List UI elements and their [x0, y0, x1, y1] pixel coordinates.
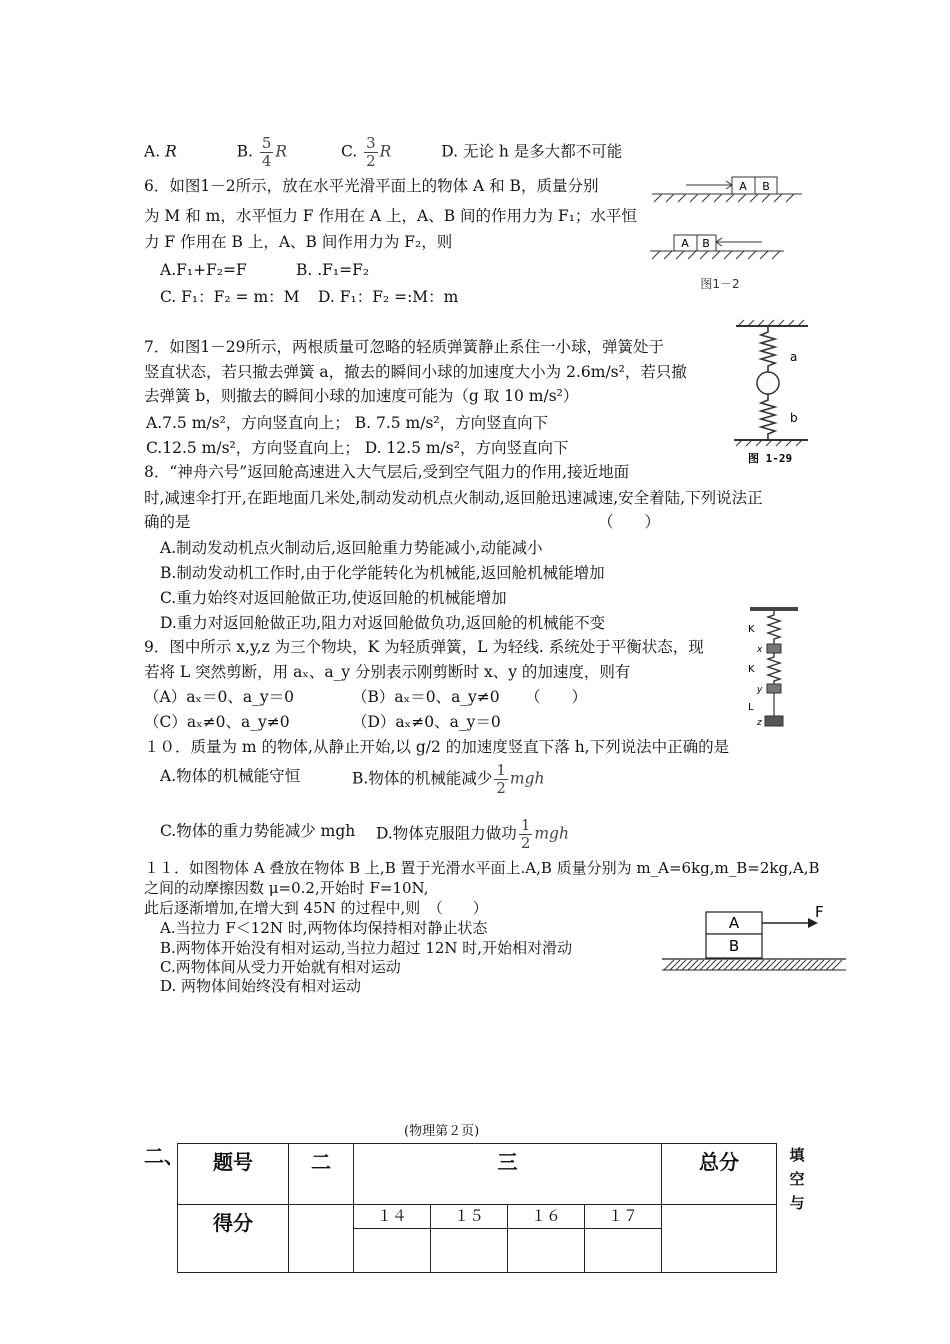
section-label: 二、 — [144, 1144, 184, 1168]
q11-option-d: D. 两物体间始终没有相对运动 — [160, 977, 362, 995]
q10-option-d — [376, 817, 569, 852]
fig129-caption: 图 1-29 — [748, 452, 793, 465]
header-tihao-text: 题号 — [213, 1150, 253, 1174]
header-tihao — [178, 1144, 289, 1205]
row-defen — [178, 1205, 289, 1273]
ball — [757, 372, 779, 394]
q10-option-c: C.物体的重力势能减少 mgh — [160, 822, 356, 840]
page-footer: (物理第２页) — [404, 1124, 480, 1139]
fig12-top-ground-hatch — [654, 194, 794, 202]
score-cell-q14[interactable] — [354, 1229, 431, 1273]
q7-line1: 7．如图1－29所示，两根质量可忽略的轻质弹簧静止系住一小球，弹簧处于 — [144, 338, 664, 356]
header-san — [354, 1144, 662, 1205]
q5-c-den: 2 — [366, 152, 376, 170]
q6-option-c: C. F₁：F₂ = m：M — [160, 288, 300, 306]
q5-c-fraction — [364, 135, 378, 170]
spring-a-label: a — [790, 350, 798, 364]
q8-answer-paren: （ ） — [598, 513, 661, 531]
row-defen-text: 得分 — [213, 1211, 253, 1235]
figure-q11-blocks — [660, 900, 850, 976]
q5-c-num: 3 — [366, 134, 376, 152]
q6-option-b: B. .F₁=F₂ — [296, 261, 370, 279]
score-cell-total[interactable] — [662, 1205, 777, 1273]
q10-b-mgh: mgh — [509, 769, 545, 788]
q11-option-b: B.两物体开始没有相对运动,当拉力超过 12N 时,开始相对滑动 — [160, 939, 573, 957]
header-san-text: 三 — [497, 1150, 518, 1174]
q5-b-fraction — [260, 135, 274, 170]
q10-line1: １０．质量为 m 的物体,从静止开始,以 g/2 的加速度竖直下落 h,下列说法中正确的是 — [144, 738, 730, 756]
q11-block-b: B — [728, 937, 740, 955]
q10-d-num: 1 — [520, 816, 531, 834]
q8-option-d: D.重力对返回舱做正功,阻力对返回舱做负功,返回舱的机械能不变 — [160, 614, 606, 632]
q6-line3: 力 F 作用在 B 上，A、B 间作用力为 F₂，则 — [144, 233, 453, 251]
q11-ground-hatch — [664, 960, 842, 970]
q7-options-ab: A.7.5 m/s²，方向竖直向上； B. 7.5 m/s²，方向竖直向下 — [146, 414, 549, 432]
q6-option-a: A.F₁+F₂=F — [160, 261, 247, 279]
q10-option-a: A.物体的机械能守恒 — [160, 767, 301, 785]
q7-line2: 竖直状态，若只撤去弹簧 a，撤去的瞬间小球的加速度大小为 2.6m/s²，若只撤 — [144, 363, 687, 381]
score-cell-q16[interactable] — [508, 1229, 585, 1273]
q9-label-k2: K — [748, 664, 755, 675]
q10-b-fraction — [494, 762, 508, 797]
q5-c-var: R — [379, 142, 392, 161]
figure-1-29 — [728, 318, 818, 470]
q8-line1: 8．“神舟六号”返回舱高速进入大气层后,受到空气阻力的作用,接近地面 — [144, 463, 630, 481]
side-char-2: 空 — [789, 1170, 805, 1188]
q9-label-y: y — [757, 685, 763, 695]
q14-header: １４ — [354, 1205, 431, 1229]
figure-q9-springs — [744, 604, 802, 730]
q5-options — [144, 135, 622, 170]
q8-option-c: C.重力始终对返回舱做正功,使返回舱的机械能增加 — [160, 589, 507, 607]
fig12-bottom-ground-hatch — [652, 251, 780, 259]
q5-b-num: 5 — [261, 134, 272, 152]
q9-label-z: z — [757, 718, 762, 728]
header-total — [662, 1144, 777, 1205]
q11-line3: 此后逐渐增加,在增大到 45N 的过程中,则 （ ） — [144, 899, 488, 917]
q7-line3: 去弹簧 b，则撤去的瞬间小球的加速度可能为（g 取 10 m/s²） — [144, 387, 579, 405]
header-total-text: 总分 — [699, 1150, 739, 1174]
score-cell-q17[interactable] — [585, 1229, 662, 1273]
side-char-1: 填 — [789, 1146, 805, 1164]
q11-line2: 之间的动摩擦因数 μ=0.2,开始时 F=10N, — [144, 879, 429, 897]
fig12-top-a: A — [739, 180, 747, 193]
q11-option-a: A.当拉力 F＜12N 时,两物体均保持相对静止状态 — [160, 919, 488, 937]
q9-option-a: （A）aₓ＝0、a_y＝0 — [144, 688, 294, 706]
fig12-caption: 图1－2 — [700, 277, 740, 291]
q5-b-den: 4 — [261, 152, 272, 170]
spring-k1 — [768, 611, 780, 644]
q5-a-var: R — [165, 142, 177, 161]
q6-option-d: D. F₁：F₂ =:M：m — [318, 288, 459, 306]
q10-b-den: 2 — [496, 779, 506, 797]
q9-option-b: （B）aₓ＝0、a_y≠0 — [352, 688, 500, 706]
q8-option-a: A.制动发动机点火制动后,返回舱重力势能减小,动能减小 — [160, 539, 543, 557]
score-cell-er[interactable] — [289, 1205, 354, 1273]
q5-option-d: D. 无论 h 是多大都不可能 — [441, 142, 623, 161]
q9-option-d: （D）aₓ≠0、a_y＝0 — [352, 713, 501, 731]
spring-k2 — [768, 653, 780, 684]
q17-header: １７ — [585, 1205, 662, 1229]
q8-option-b: B.制动发动机工作时,由于化学能转化为机械能,返回舱机械能增加 — [160, 564, 605, 582]
q8-line2: 时,减速伞打开,在距地面几米处,制动发动机点火制动,返回舱迅速减速,安全着陆,下列说法正 — [144, 489, 763, 507]
score-cell-q15[interactable] — [431, 1229, 508, 1273]
q11-option-c: C.两物体间从受力开始就有相对运动 — [160, 958, 401, 976]
q15-header: １５ — [431, 1205, 508, 1229]
q5-option-c: C. — [340, 142, 363, 161]
q5-option-b: B. — [236, 142, 258, 161]
q10-option-b-text: B.物体的机械能减少 — [352, 769, 493, 788]
q9-answer-paren: （ ） — [525, 688, 588, 706]
q9-option-c: （C）aₓ≠0、a_y≠0 — [144, 713, 290, 731]
side-vertical-text — [787, 1143, 807, 1215]
q6-line2: 为 M 和 m，水平恒力 F 作用在 A 上，A、B 间的作用力为 F₁；水平恒 — [144, 207, 637, 225]
q9-line2: 若将 L 突然剪断，用 aₓ、a_y 分别表示刚剪断时 x、y 的加速度，则有 — [144, 663, 631, 681]
q9-line1: 9．图中所示 x,y,z 为三个物块，K 为轻质弹簧，L 为轻线. 系统处于平衡状态，现 — [144, 638, 704, 656]
q9-label-k1: K — [748, 624, 755, 635]
q11-block-a: A — [728, 914, 740, 932]
q10-option-d-text: D.物体克服阻力做功 — [376, 824, 517, 843]
q11-force-label: F — [815, 903, 824, 921]
q10-d-den: 2 — [520, 834, 531, 852]
header-er-text: 二 — [311, 1150, 331, 1174]
q10-d-fraction — [519, 817, 533, 852]
q9-label-l: L — [748, 702, 754, 713]
q6-line1: 6．如图1－2所示，放在水平光滑平面上的物体 A 和 B，质量分别 — [144, 177, 599, 195]
figure-1-2 — [644, 172, 809, 300]
q16-header: １６ — [508, 1205, 585, 1229]
side-char-3: 与 — [789, 1194, 805, 1212]
q8-line3: 确的是 — [144, 513, 191, 531]
q10-d-mgh: mgh — [534, 824, 569, 843]
q5-b-var: R — [275, 142, 288, 161]
spring-b-label: b — [790, 411, 798, 425]
fig12-top-b: B — [762, 180, 770, 193]
q10-b-num: 1 — [496, 761, 506, 779]
fig12-bottom-a: A — [681, 237, 689, 250]
q11-line1: １１．如图物体 A 叠放在物体 B 上,B 置于光滑水平面上.A,B 质量分别为 m_A=6kg,m_B=2kg,A,B — [144, 859, 820, 877]
fig12-bottom-b: B — [702, 237, 710, 250]
header-er — [289, 1144, 354, 1205]
q5-option-a: A. — [144, 142, 166, 161]
q7-options-cd: C.12.5 m/s²，方向竖直向上； D. 12.5 m/s²，方向竖直向下 — [146, 439, 569, 457]
spring-b — [761, 394, 775, 440]
q10-option-b — [352, 762, 544, 797]
score-table — [177, 1143, 777, 1273]
spring-a — [761, 326, 775, 372]
q9-label-x: x — [757, 645, 763, 655]
